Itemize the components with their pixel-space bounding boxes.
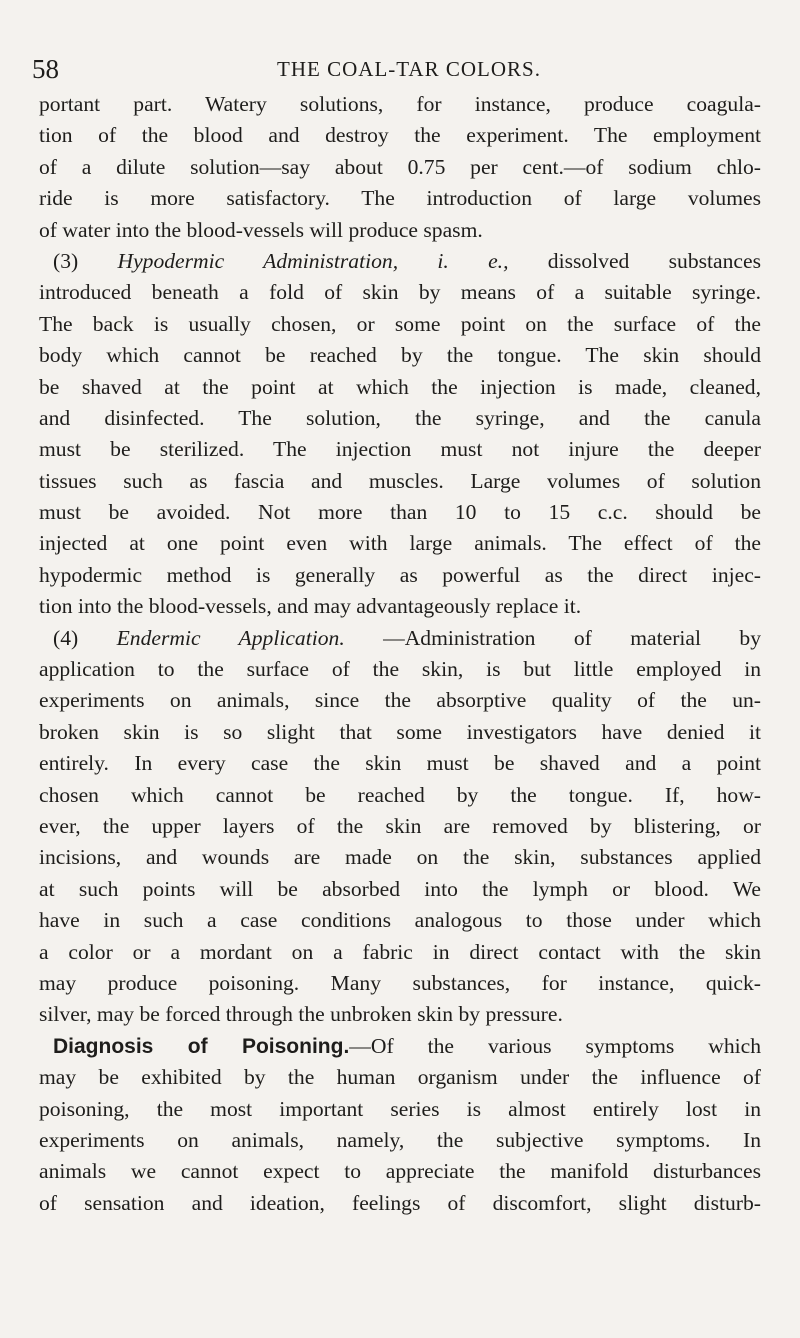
text-line — [39, 999, 761, 1030]
line-text: experiments on animals, namely, the subjective symptoms. In — [39, 1127, 761, 1152]
text-line — [39, 591, 761, 622]
text-line — [39, 1094, 761, 1125]
line-text: dissolved substances — [508, 248, 761, 273]
line-text: of sensation and ideation, feelings of discomfort, slight disturb- — [39, 1190, 761, 1215]
text-line — [39, 309, 761, 340]
text-line — [39, 1062, 761, 1093]
line-text: tissues such as fascia and muscles. Large volumes of solution — [39, 468, 761, 493]
line-text: must be sterilized. The injection must not injure the deeper — [39, 437, 761, 462]
body-text — [39, 89, 761, 1219]
text-line — [39, 120, 761, 151]
line-text: application to the surface of the skin, is but little employed in — [39, 657, 761, 682]
text-line — [39, 215, 761, 246]
text-line — [39, 89, 761, 120]
text-line — [39, 685, 761, 716]
line-text: injected at one point even with large animals. The effect of the — [39, 531, 761, 556]
text-line — [39, 434, 761, 465]
text-line — [39, 403, 761, 434]
text-line — [39, 1188, 761, 1219]
line-text: hypodermic method is generally as powerful as the direct injec- — [39, 562, 761, 587]
line-text: ride is more satisfactory. The introduction of large volumes — [39, 186, 761, 211]
line-text: must be avoided. Not more than 10 to 15 c.c. should be — [39, 500, 761, 525]
text-line — [39, 780, 761, 811]
line-text: —Administration of material by — [344, 625, 761, 650]
text-line — [39, 811, 761, 842]
text-line — [39, 1156, 761, 1187]
line-text: at such points will be absorbed into the lymph or blood. We — [39, 876, 761, 901]
line-text: The back is usually chosen, or some point on the surface of the — [39, 311, 761, 336]
line-text: introduced beneath a fold of skin by means of a suitable syringe. — [39, 280, 761, 305]
text-line — [39, 183, 761, 214]
line-text: of water into the blood-vessels will produce spasm. — [39, 217, 483, 242]
text-line — [39, 497, 761, 528]
page-number: 58 — [32, 54, 59, 84]
text-line — [39, 623, 761, 654]
text-line — [39, 717, 761, 748]
line-text: —Of the various symptoms which — [349, 1033, 761, 1058]
text-line — [39, 842, 761, 873]
section-heading: Diagnosis of Poisoning. — [53, 1034, 350, 1058]
text-line — [39, 372, 761, 403]
line-text: may be exhibited by the human organism under the influence of — [39, 1065, 761, 1090]
italic-heading: Hypodermic Administration, i. e., — [117, 248, 509, 273]
text-line — [39, 1125, 761, 1156]
line-text: ever, the upper layers of the skin are removed by blistering, or — [39, 813, 761, 838]
text-line — [39, 528, 761, 559]
line-text: have in such a case conditions analogous to those under which — [39, 908, 761, 933]
text-line — [39, 968, 761, 999]
line-text: poisoning, the most important series is almost entirely lost in — [39, 1096, 761, 1121]
text-line — [39, 905, 761, 936]
running-head — [30, 54, 770, 84]
line-number-prefix: (4) — [53, 625, 117, 650]
text-line — [39, 340, 761, 371]
page-title: THE COAL-TAR COLORS. — [277, 57, 541, 81]
line-number-prefix: (3) — [53, 248, 118, 273]
text-line — [39, 560, 761, 591]
text-line — [39, 874, 761, 905]
text-line — [39, 1031, 761, 1062]
line-text: broken skin is so slight that some investigators have denied it — [39, 719, 761, 744]
line-text: incisions, and wounds are made on the skin, substances applied — [39, 845, 761, 870]
text-line — [39, 748, 761, 779]
line-text: entirely. In every case the skin must be shaved and a point — [39, 751, 761, 776]
line-text: silver, may be forced through the unbroken skin by pressure. — [39, 1002, 563, 1027]
line-text: tion of the blood and destroy the experiment. The employment — [39, 123, 761, 148]
line-text: tion into the blood-vessels, and may advantageously replace it. — [39, 594, 582, 619]
line-text: experiments on animals, since the absorptive quality of the un- — [39, 688, 761, 713]
line-text: animals we cannot expect to appreciate the manifold disturbances — [39, 1159, 761, 1184]
line-text: and disinfected. The solution, the syringe, and the canula — [39, 405, 761, 430]
line-text: of a dilute solution—say about 0.75 per cent.—of sodium chlo- — [39, 154, 761, 179]
text-line — [39, 152, 761, 183]
text-line — [39, 654, 761, 685]
line-text: be shaved at the point at which the injection is made, cleaned, — [39, 374, 761, 399]
text-line — [39, 277, 761, 308]
line-text: body which cannot be reached by the tongue. The skin should — [39, 343, 761, 368]
line-text: portant part. Watery solutions, for instance, produce coagula- — [39, 92, 761, 116]
text-line — [39, 937, 761, 968]
text-line — [39, 246, 761, 277]
line-text: chosen which cannot be reached by the tongue. If, how- — [39, 782, 761, 807]
line-text: a color or a mordant on a fabric in direct contact with the skin — [39, 939, 761, 964]
text-line — [39, 466, 761, 497]
line-text: may produce poisoning. Many substances, for instance, quick- — [39, 970, 761, 995]
italic-heading: Endermic Application. — [116, 625, 345, 650]
